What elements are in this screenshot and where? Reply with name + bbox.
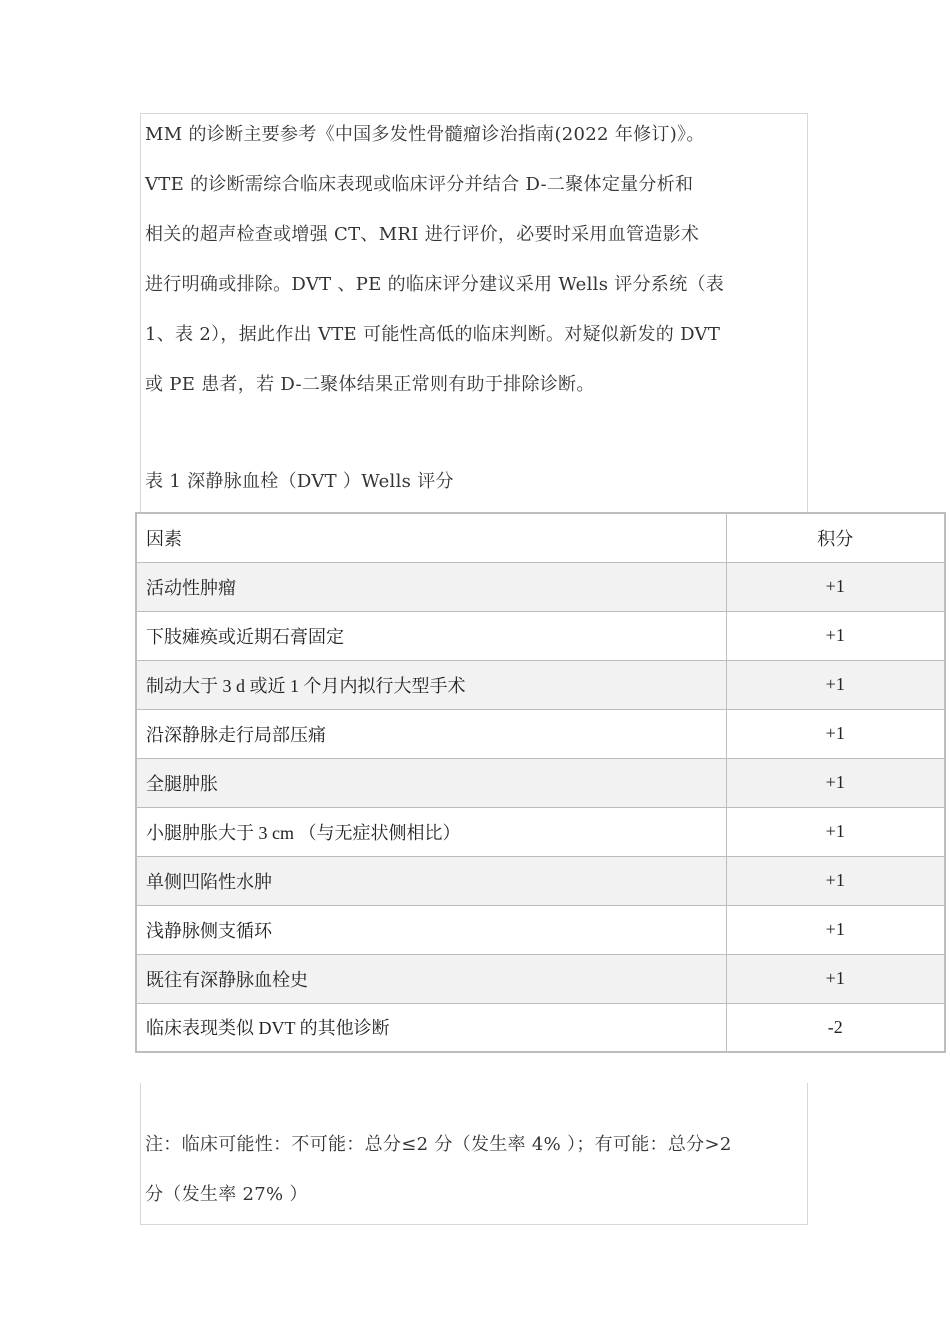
table-header-row bbox=[136, 513, 945, 562]
score-cell: +1 bbox=[726, 807, 945, 856]
table-row bbox=[136, 758, 945, 807]
factor-cell: 浅静脉侧支循环 bbox=[136, 905, 726, 954]
score-cell: +1 bbox=[726, 660, 945, 709]
factor-cell: 小腿肿胀大于 3 cm （与无症状侧相比） bbox=[136, 807, 726, 856]
score-cell: +1 bbox=[726, 611, 945, 660]
paragraph-line: 1、表 2），据此作出 VTE 可能性高低的临床判断。对疑似新发的 DVT bbox=[145, 324, 721, 345]
score-cell: -2 bbox=[726, 1003, 945, 1052]
table-caption: 表 1 深静脉血栓（DVT ）Wells 评分 bbox=[145, 471, 454, 492]
factor-cell: 制动大于 3 d 或近 1 个月内拟行大型手术 bbox=[136, 660, 726, 709]
table-note bbox=[145, 1120, 809, 1220]
table-row bbox=[136, 562, 945, 611]
paragraph-line: 相关的超声检查或增强 CT、MRI 进行评价，必要时采用血管造影术 bbox=[145, 224, 700, 245]
paragraph-line: VTE 的诊断需综合临床表现或临床评分并结合 D-二聚体定量分析和 bbox=[145, 174, 694, 195]
score-cell: +1 bbox=[726, 709, 945, 758]
score-cell: +1 bbox=[726, 856, 945, 905]
factor-cell: 沿深静脉走行局部压痛 bbox=[136, 709, 726, 758]
note-line: 分（发生率 27% ） bbox=[145, 1184, 308, 1205]
table-row bbox=[136, 1003, 945, 1052]
wells-score-table bbox=[135, 512, 946, 1053]
score-cell: +1 bbox=[726, 562, 945, 611]
factor-cell: 下肢瘫痪或近期石膏固定 bbox=[136, 611, 726, 660]
table-row bbox=[136, 905, 945, 954]
score-cell: +1 bbox=[726, 905, 945, 954]
table-row bbox=[136, 807, 945, 856]
factor-cell: 既往有深静脉血栓史 bbox=[136, 954, 726, 1003]
table-row bbox=[136, 954, 945, 1003]
factor-cell: 单侧凹陷性水肿 bbox=[136, 856, 726, 905]
paragraph-line: 进行明确或排除。DVT 、PE 的临床评分建议采用 Wells 评分系统（表 bbox=[145, 274, 725, 295]
table-row bbox=[136, 611, 945, 660]
factor-cell: 活动性肿瘤 bbox=[136, 562, 726, 611]
score-cell: +1 bbox=[726, 954, 945, 1003]
paragraph-line: MM 的诊断主要参考《中国多发性骨髓瘤诊治指南(2022 年修订)》。 bbox=[145, 124, 705, 145]
factor-cell: 全腿肿胀 bbox=[136, 758, 726, 807]
score-cell: +1 bbox=[726, 758, 945, 807]
note-line: 注：临床可能性：不可能：总分≤2 分（发生率 4% ）；有可能：总分>2 bbox=[145, 1134, 732, 1155]
header-score: 积分 bbox=[726, 513, 945, 562]
table-row bbox=[136, 856, 945, 905]
header-factor: 因素 bbox=[136, 513, 726, 562]
factor-cell: 临床表现类似 DVT 的其他诊断 bbox=[136, 1003, 726, 1052]
table-row bbox=[136, 709, 945, 758]
table-row bbox=[136, 660, 945, 709]
paragraph-line: 或 PE 患者，若 D-二聚体结果正常则有助于排除诊断。 bbox=[145, 374, 595, 395]
diagnosis-paragraph bbox=[145, 110, 809, 410]
